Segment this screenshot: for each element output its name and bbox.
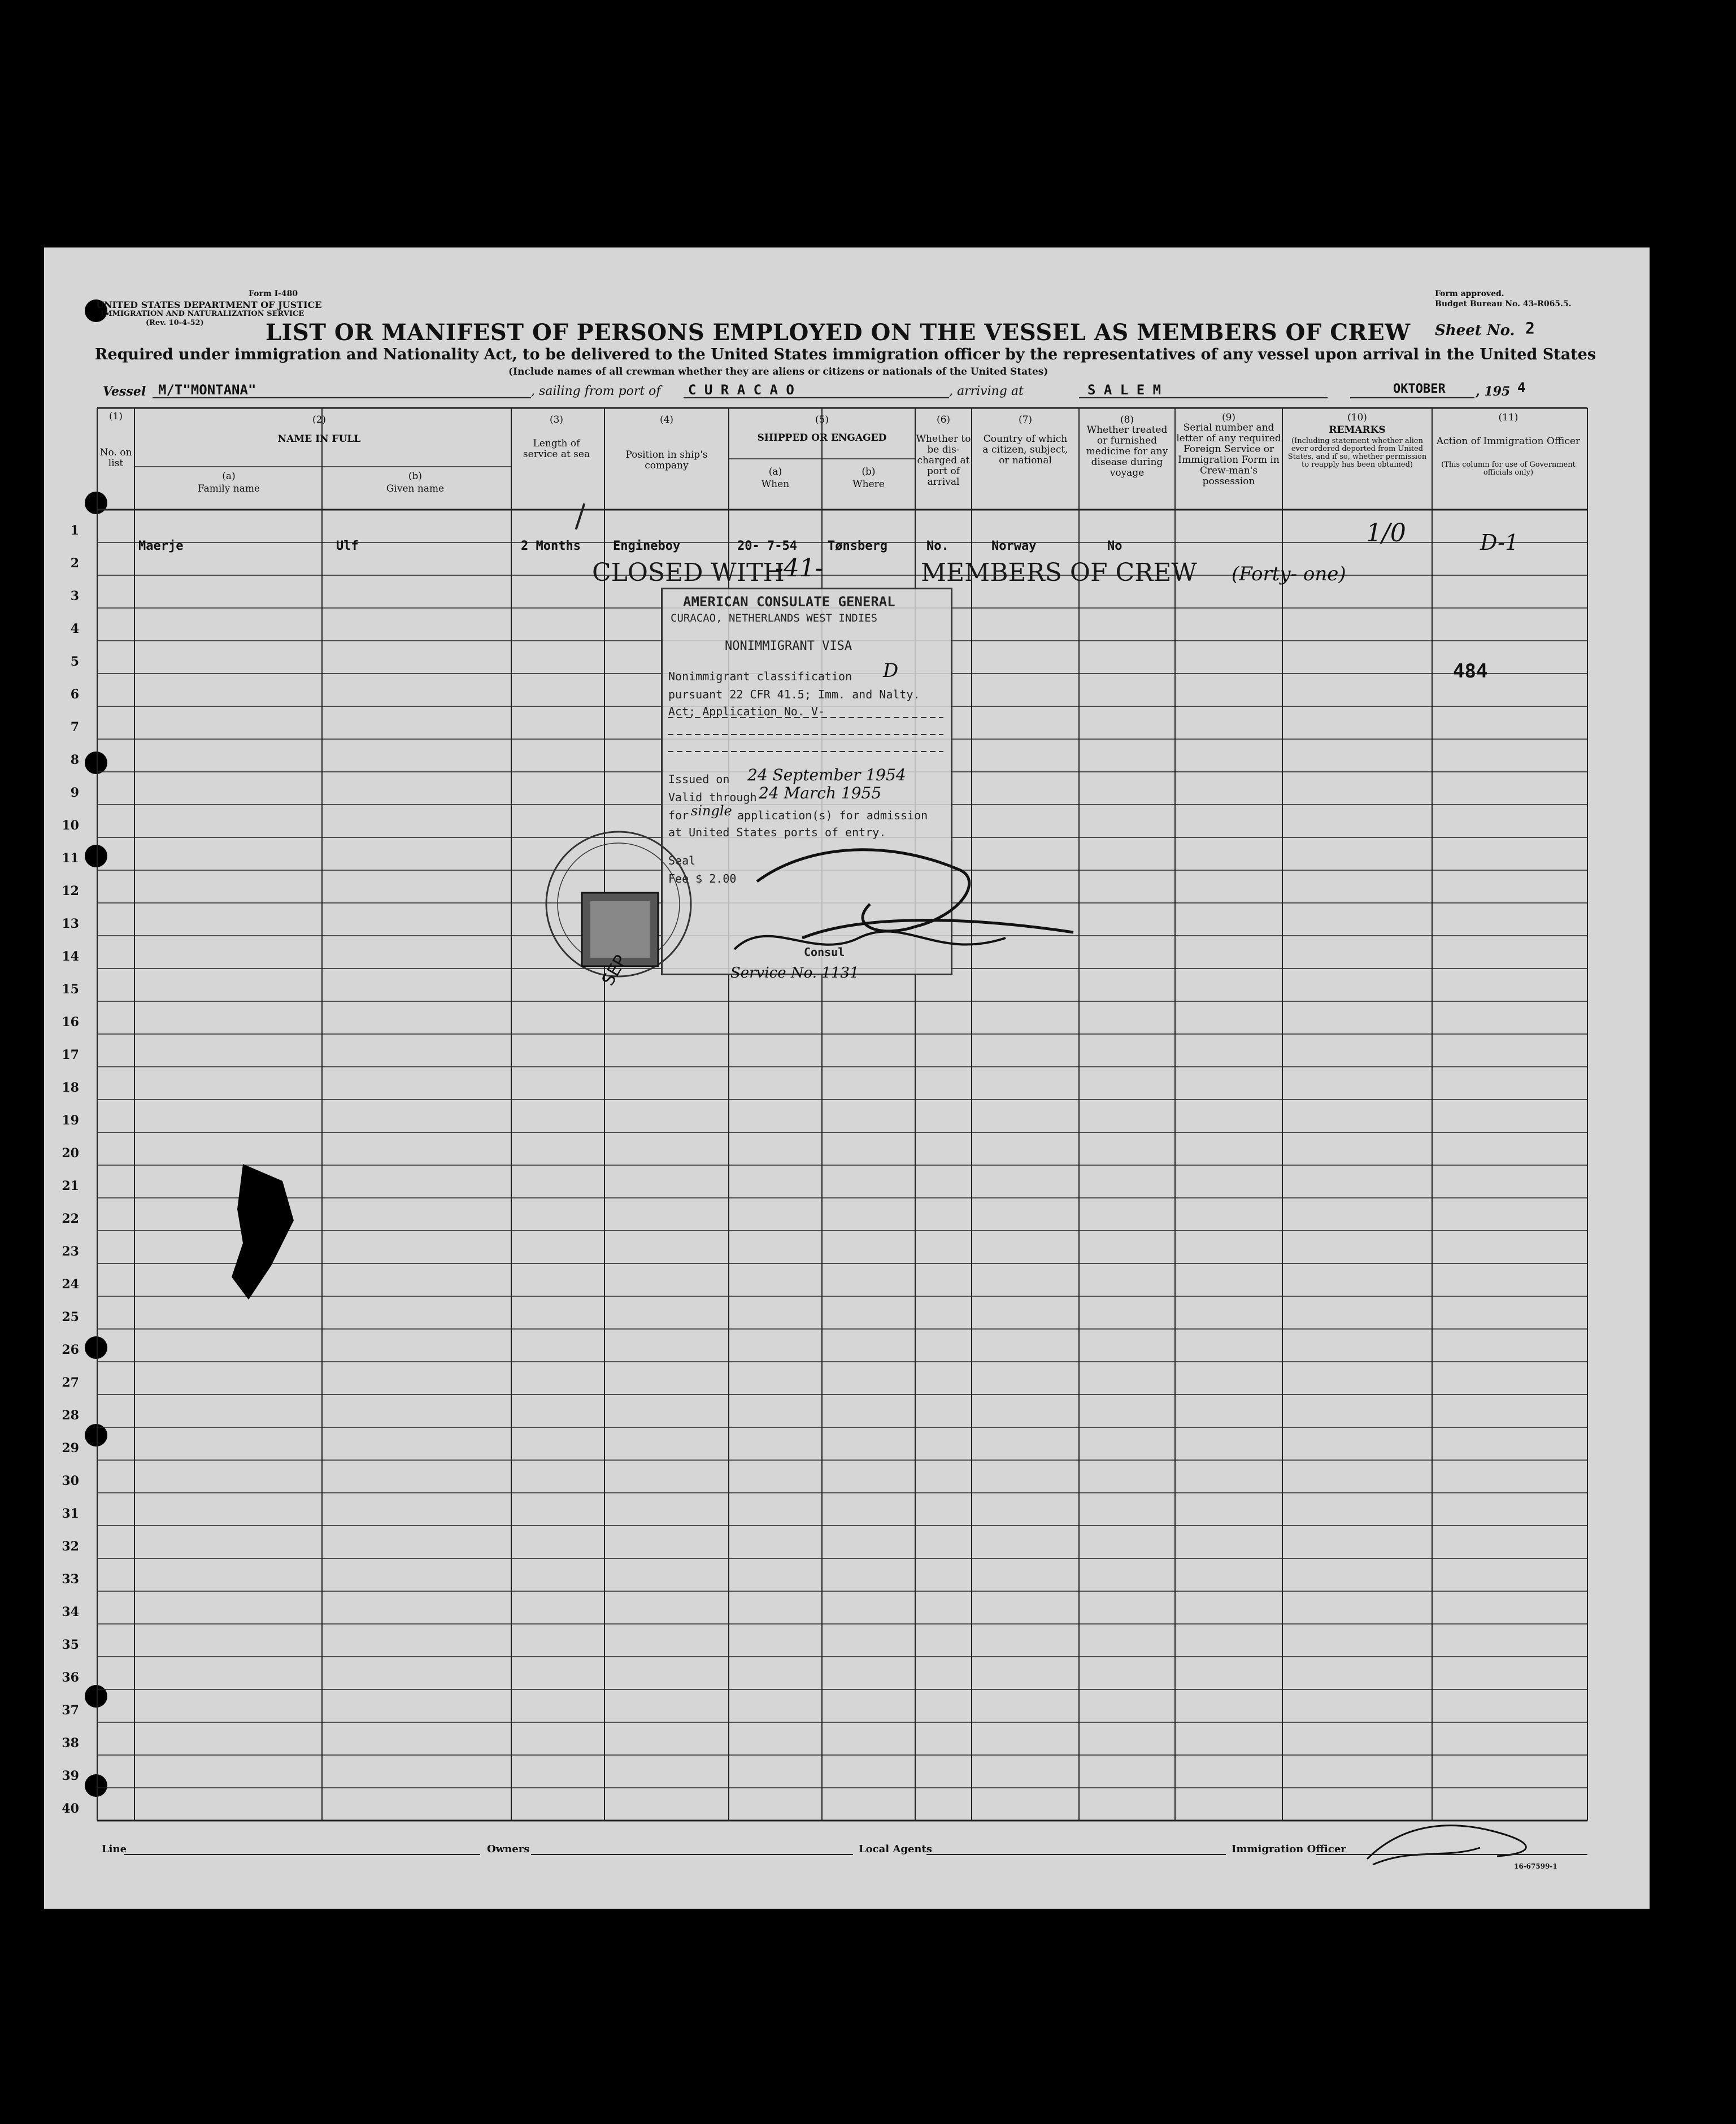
row-number: 15 xyxy=(62,982,79,997)
page-title: LIST OR MANIFEST OF PERSONS EMPLOYED ON THE VESSEL AS MEMBERS OF CREW xyxy=(266,319,1411,346)
row-number: 20 xyxy=(62,1146,79,1161)
col2-header: NAME IN FULL xyxy=(277,433,361,445)
entry-family-name: Maerje xyxy=(138,539,184,553)
closed-stamp: CLOSED WITH xyxy=(592,558,785,587)
sheet-number: 2 xyxy=(1525,319,1535,337)
include-note: (Include names of all crewman whether they are aliens or citizens or nationals of the United States) xyxy=(508,366,1048,377)
row-number: 25 xyxy=(62,1310,79,1324)
col9-header: Serial number and letter of any required Foreign Service or Immigration Form in Crew-man's possession xyxy=(1176,422,1281,487)
row-number: 38 xyxy=(62,1736,79,1751)
row-number: 23 xyxy=(62,1244,79,1259)
col3-num: (3) xyxy=(549,414,564,425)
row-number: 17 xyxy=(62,1048,79,1062)
row-number: 6 xyxy=(70,687,79,702)
col2a-header: Family name xyxy=(197,483,260,494)
row-number: 18 xyxy=(62,1080,79,1095)
row-number: 19 xyxy=(62,1113,79,1128)
row-number: 13 xyxy=(62,917,79,931)
row-number: 36 xyxy=(62,1670,79,1685)
seal-sep: SEP xyxy=(598,952,632,989)
row-number: 2 xyxy=(70,556,79,571)
col11-subheader: (This column for use of Government officials only) xyxy=(1441,461,1576,477)
for-label: for xyxy=(668,809,689,822)
row-number: 24 xyxy=(62,1277,79,1292)
col4-num: (4) xyxy=(659,414,674,425)
row-number: 12 xyxy=(62,884,79,898)
service-number: Service No. 1131 xyxy=(730,965,859,981)
col11-num: (11) xyxy=(1498,412,1519,423)
entry-shipped-where: Tønsberg xyxy=(828,539,887,553)
row-number: 35 xyxy=(62,1637,79,1652)
row-number: 8 xyxy=(70,753,79,767)
ports-of-entry: at United States ports of entry. xyxy=(668,826,886,839)
closed-count: -41- xyxy=(775,554,824,583)
row-number: 16 xyxy=(62,1015,79,1030)
sailing-label: , sailing from port of xyxy=(531,384,661,398)
entry-shipped-when: 20- 7-54 xyxy=(737,539,797,553)
port-to: S A L E M xyxy=(1087,382,1161,398)
col5-num: (5) xyxy=(815,414,829,425)
entry-country: Norway xyxy=(991,539,1037,553)
consulate-location: CURACAO, NETHERLANDS WEST INDIES xyxy=(671,612,878,624)
row-number: 5 xyxy=(70,654,79,669)
arrival-month: OKTOBER xyxy=(1393,382,1446,396)
col10-num: (10) xyxy=(1347,412,1367,423)
row-number: 7 xyxy=(70,720,79,735)
fee-label: Fee $ 2.00 xyxy=(668,872,737,885)
entry-length-service: 2 Months xyxy=(521,539,581,553)
closed-handwritten: (Forty- one) xyxy=(1232,563,1346,585)
entry-discharged: No. xyxy=(926,539,949,553)
arriving-label: , arriving at xyxy=(949,384,1024,398)
footer-owners: Owners xyxy=(487,1843,530,1855)
footer-local-agents: Local Agents xyxy=(859,1843,932,1855)
sheet-label: Sheet No. xyxy=(1435,322,1515,339)
for-rest: application(s) for admission xyxy=(737,809,928,822)
valid-label: Valid through xyxy=(668,790,757,804)
year-digit: 4 xyxy=(1517,380,1526,396)
issued-date: 24 September 1954 xyxy=(747,766,906,784)
row-number: 1 xyxy=(70,523,79,538)
row-number: 21 xyxy=(62,1179,79,1193)
revision: (Rev. 10-4-52) xyxy=(146,319,204,327)
form-approved: Form approved. xyxy=(1435,289,1504,298)
row-number: 9 xyxy=(70,785,79,800)
row-number: 32 xyxy=(62,1539,79,1554)
col5b-num: (b) xyxy=(862,466,876,477)
row-number: 34 xyxy=(62,1605,79,1619)
vessel-name: M/T"MONTANA" xyxy=(158,382,256,398)
visa-application: Act; Application No. V- xyxy=(668,705,825,718)
col2b-header: Given name xyxy=(386,483,445,494)
visa-classification: D xyxy=(883,659,899,682)
col10-subheader: (Including statement whether alien ever ordered deported from United States, and if so, whether permission to reapply has been obtained) xyxy=(1287,437,1427,469)
row-number: 40 xyxy=(62,1801,79,1816)
col6-num: (6) xyxy=(936,414,951,425)
budget-bureau: Budget Bureau No. 43-R065.5. xyxy=(1435,299,1572,309)
row-number: 10 xyxy=(62,818,79,833)
col6-header: Whether to be dis-charged at port of arrival xyxy=(916,433,971,488)
visa-regulation: pursuant 22 CFR 41.5; Imm. and Nalty. xyxy=(668,688,920,701)
row-number: 31 xyxy=(62,1506,79,1521)
col3-header: Length of service at sea xyxy=(523,438,590,460)
col11-header: Action of Immigration Officer xyxy=(1436,436,1581,447)
entry-action: D-1 xyxy=(1480,530,1519,555)
subtitle: Required under immigration and Nationality Act, to be delivered to the United States immigration officer by the representatives of any vessel upon arrival in the United States xyxy=(95,346,1596,363)
row-number: 39 xyxy=(62,1769,79,1783)
col1-num: (1) xyxy=(108,411,123,422)
row-number: 11 xyxy=(62,851,79,866)
col8-header: Whether treated or furnished medicine for any disease during voyage xyxy=(1086,424,1168,479)
entry-treated: No xyxy=(1107,539,1122,553)
visa-classification-label: Nonimmigrant classification xyxy=(668,670,852,683)
entry-position: Engineboy xyxy=(613,539,681,553)
footer-immigration-officer: Immigration Officer xyxy=(1232,1843,1346,1855)
row-number: 3 xyxy=(70,589,79,603)
year-prefix: , 195 xyxy=(1476,384,1511,399)
col7-num: (7) xyxy=(1018,414,1033,425)
footer-line: Line xyxy=(102,1843,127,1855)
col8-num: (8) xyxy=(1120,414,1134,425)
vessel-label: Vessel xyxy=(103,384,146,399)
form-code: 16-67599-1 xyxy=(1514,1862,1557,1870)
row-number: 14 xyxy=(62,949,79,964)
row-number: 22 xyxy=(62,1211,79,1226)
for-value: single xyxy=(691,803,732,819)
col5a-header: When xyxy=(761,479,790,490)
entry-given-name: Ulf xyxy=(336,539,359,553)
closed-stamp-rest: MEMBERS OF CREW xyxy=(921,558,1197,587)
visa-title: NONIMMIGRANT VISA xyxy=(725,639,852,653)
row-number: 30 xyxy=(62,1474,79,1488)
col5a-num: (a) xyxy=(768,466,782,477)
valid-date: 24 March 1955 xyxy=(759,784,882,802)
seal-label: Seal xyxy=(668,854,696,867)
col4-header: Position in ship's company xyxy=(625,449,708,471)
row-number: 33 xyxy=(62,1572,79,1587)
row-number: 29 xyxy=(62,1441,79,1456)
form-number: Form I-480 xyxy=(249,289,298,298)
service: IMMIGRATION AND NATURALIZATION SERVICE xyxy=(101,310,304,318)
row-number: 37 xyxy=(62,1703,79,1718)
col5-header: SHIPPED OR ENGAGED xyxy=(757,432,887,444)
col1-header: No. on list xyxy=(99,447,132,469)
consulate-title: AMERICAN CONSULATE GENERAL xyxy=(683,594,895,610)
col5b-header: Where xyxy=(852,479,885,490)
consul-label: Consul xyxy=(804,945,845,959)
issued-label: Issued on xyxy=(668,772,730,786)
col9-num: (9) xyxy=(1221,412,1236,423)
row-number: 28 xyxy=(62,1408,79,1423)
col2-num: (2) xyxy=(312,414,327,425)
col7-header: Country of which a citizen, subject, or national xyxy=(982,433,1068,466)
col2b-num: (b) xyxy=(408,471,423,482)
entry-remarks: 1/0 xyxy=(1366,519,1406,548)
col2a-num: (a) xyxy=(222,471,236,482)
row-number: 4 xyxy=(70,622,79,636)
row-number: 26 xyxy=(62,1343,79,1357)
department: UNITED STATES DEPARTMENT OF JUSTICE xyxy=(96,299,322,310)
port-from: C U R A C A O xyxy=(688,382,794,398)
col10-header: REMARKS xyxy=(1329,424,1386,436)
side-number: 484 xyxy=(1453,660,1488,683)
row-number: 27 xyxy=(62,1375,79,1390)
